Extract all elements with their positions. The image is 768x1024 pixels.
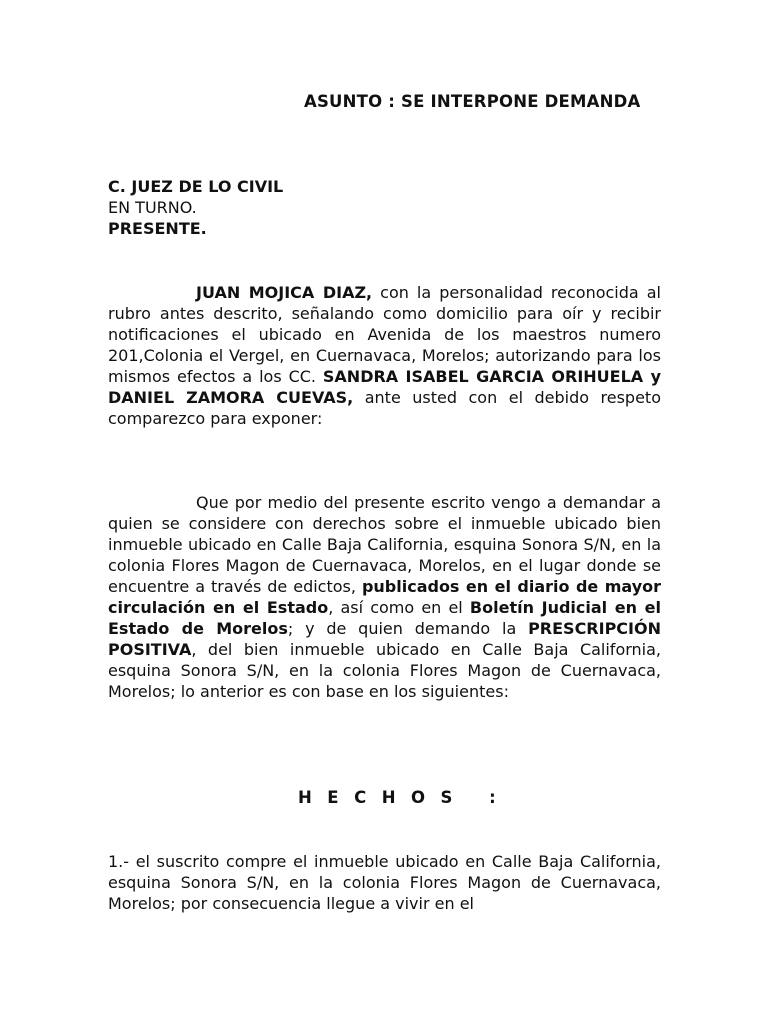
demand-text-3: ; y de quien demando la <box>287 619 529 638</box>
subject-line: ASUNTO : SE INTERPONE DEMANDA <box>304 92 641 111</box>
plaintiff-name: JUAN MOJICA DIAZ, <box>196 283 373 302</box>
demand-paragraph <box>108 492 661 702</box>
intro-paragraph <box>108 282 661 429</box>
demand-bold-3: PRESCRIPCIÓN POSITIVA <box>108 619 661 659</box>
addressee-block <box>108 176 668 239</box>
addressee-present: PRESENTE. <box>108 219 207 238</box>
fact-1-paragraph: 1.- el suscrito compre el inmueble ubicado en Calle Baja California, esquina Sonora S/N, en la colonia Flores Magon de Cuernavaca, Morelos; por consecuencia llegue a vivir en el <box>108 852 661 913</box>
addressee-turn: EN TURNO. <box>108 198 197 217</box>
section-heading: HECHOS : <box>298 788 512 807</box>
intro-text-2: ante usted con el debido respeto comparezco para exponer: <box>108 388 661 428</box>
intro-text-1: con la personalidad reconocida al rubro antes descrito, señalando como domicilio para oír y recibir notificaciones el ubicado en Avenida de los maestros numero 201,Colonia el Vergel, en Cuernavaca, Morelos; autorizando para los mismos efectos a los CC. <box>108 283 661 386</box>
demand-text-2: , así como en el <box>328 598 470 617</box>
demand-bold-2: Boletín Judicial en el Estado de Morelos <box>108 598 662 638</box>
addressee-judge: C. JUEZ DE LO CIVIL <box>108 177 284 196</box>
authorized-persons: SANDRA ISABEL GARCIA ORIHUELA y DANIEL ZAMORA CUEVAS, <box>108 367 661 407</box>
demand-text-4: , del bien inmueble ubicado en Calle Baja California, esquina Sonora S/N, en la colonia Flores Magon de Cuernavaca, Morelos; lo anterior es con base en los siguientes: <box>108 640 661 701</box>
demand-text-1: Que por medio del presente escrito vengo a demandar a quien se considere con derechos sobre el inmueble ubicado bien inmueble ubicado en Calle Baja California, esquina Sonora S/N, en la colonia Flores Magon de Cuernavaca, Morelos, en el lugar donde se encuentre a través de edictos, <box>108 493 661 596</box>
demand-bold-1: publicados en el diario de mayor circulación en el Estado <box>108 577 662 617</box>
